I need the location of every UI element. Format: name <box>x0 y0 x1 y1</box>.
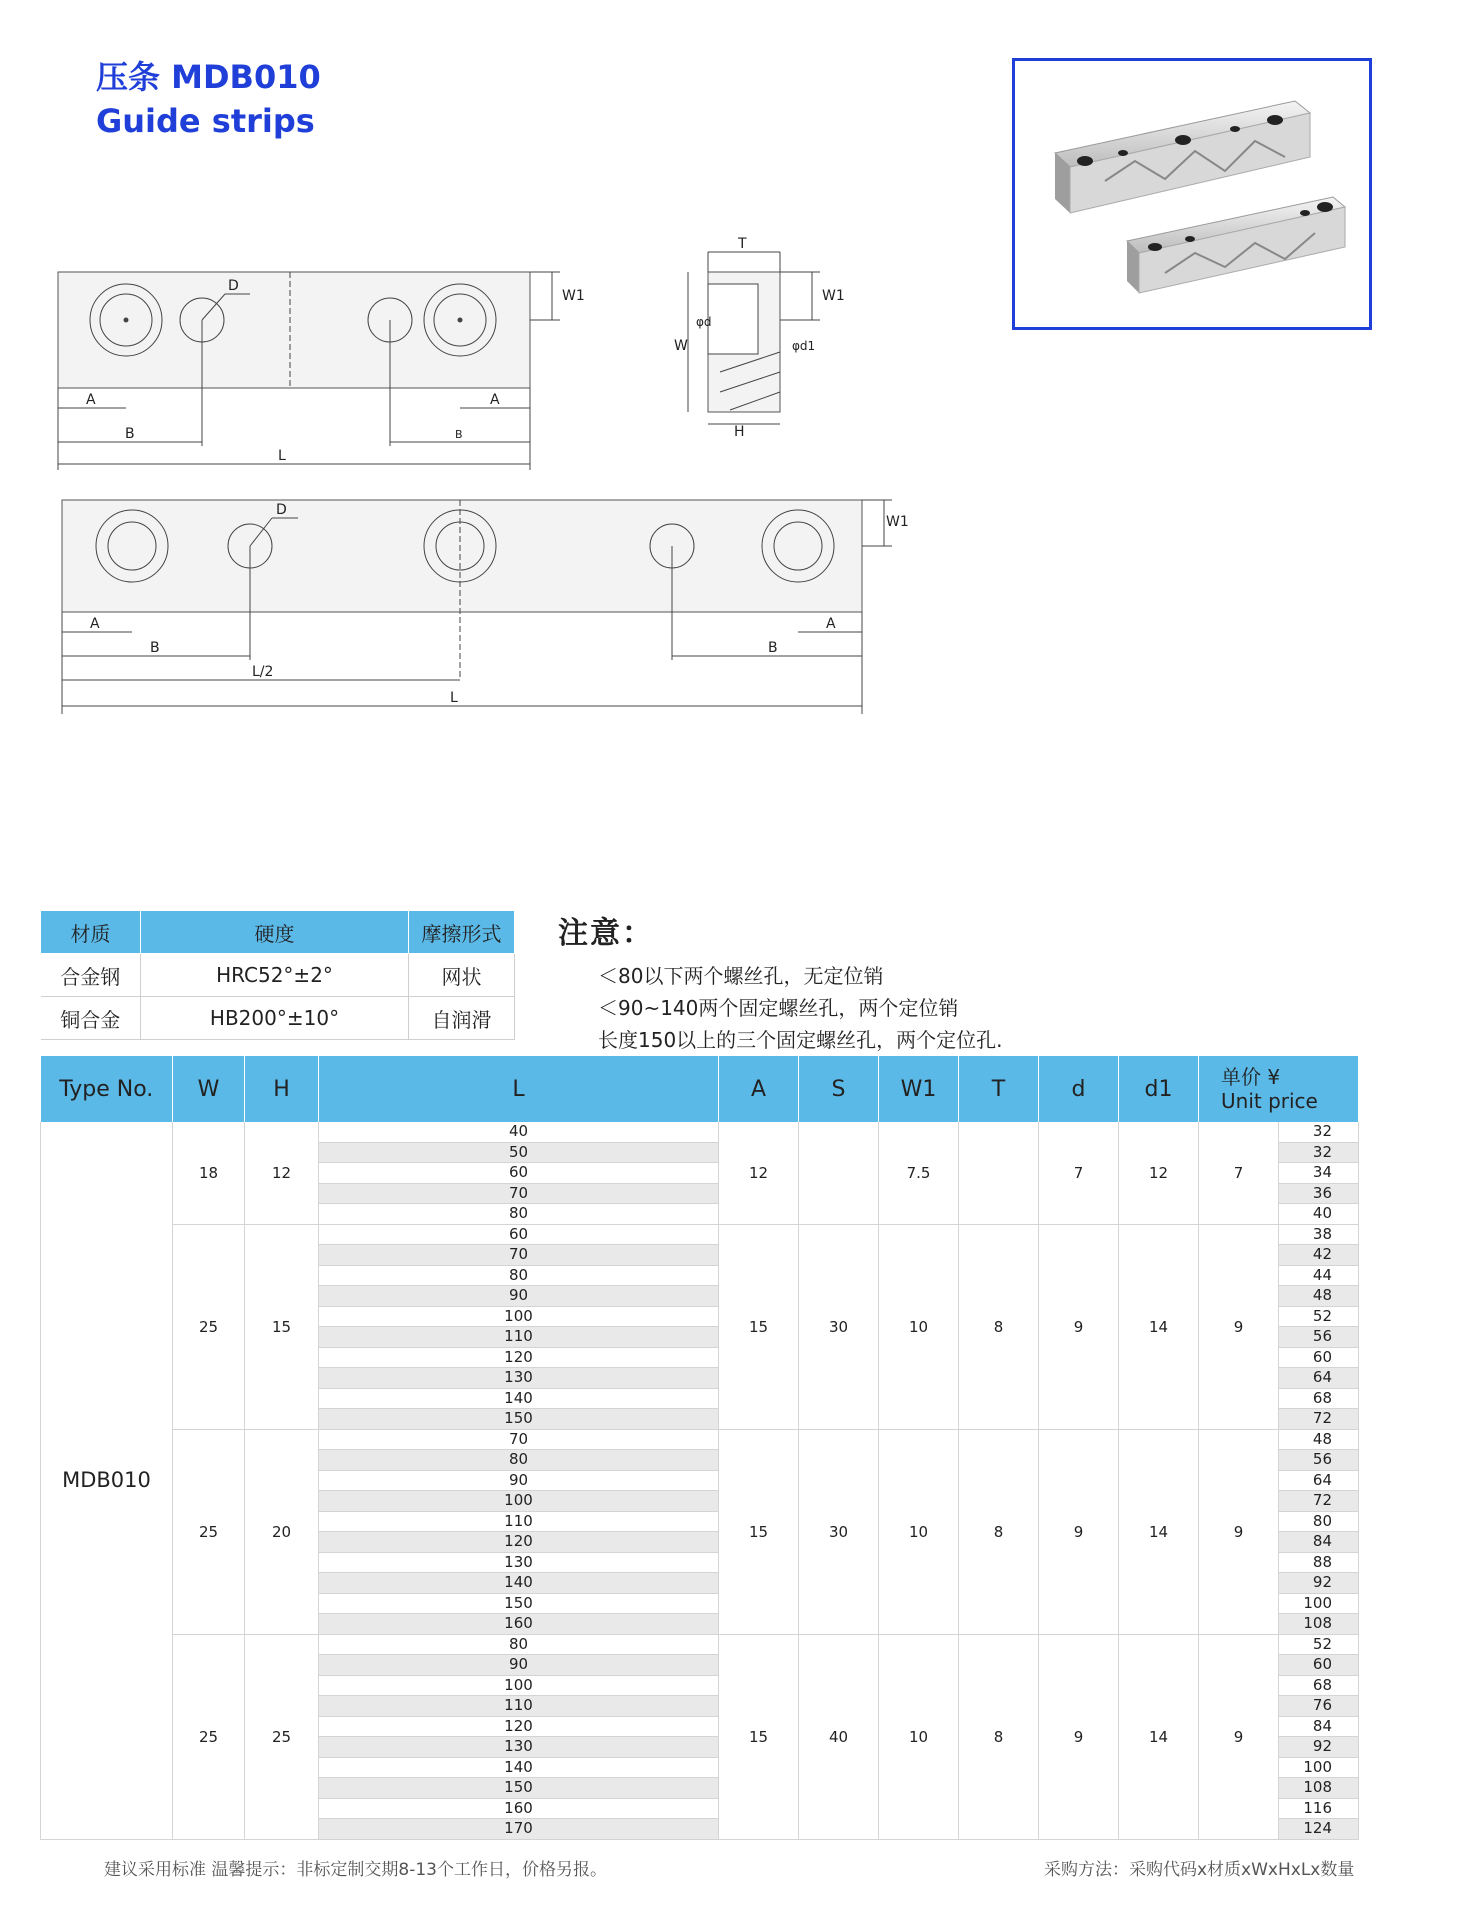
header-h: H <box>245 1056 319 1122</box>
l-cell: 150 <box>319 1778 719 1799</box>
label-a-right: A <box>490 392 500 408</box>
price-cell: 40 <box>1279 1204 1359 1225</box>
header-w: W <box>173 1056 245 1122</box>
materials-cell: HRC52°±2° <box>141 954 409 997</box>
h-cell: 25 <box>245 1634 319 1839</box>
title-chinese: 压条 MDB010 <box>96 58 321 96</box>
price-cell: 44 <box>1279 1265 1359 1286</box>
price-cell: 42 <box>1279 1245 1359 1266</box>
d1-cell: 14 <box>1119 1224 1199 1429</box>
price-cell: 100 <box>1279 1757 1359 1778</box>
l-cell: 110 <box>319 1696 719 1717</box>
w1-cell: 7.5 <box>879 1122 959 1224</box>
header-w1: W1 <box>879 1056 959 1122</box>
w-cell: 25 <box>173 1429 245 1634</box>
d-cell: 9 <box>1039 1224 1119 1429</box>
materials-cell: HB200°±10° <box>141 997 409 1040</box>
s-cell: 40 <box>799 1634 879 1839</box>
l-cell: 70 <box>319 1429 719 1450</box>
l-cell: 60 <box>319 1163 719 1184</box>
extra-cell: 9 <box>1199 1634 1279 1839</box>
price-cell: 88 <box>1279 1552 1359 1573</box>
price-cell: 72 <box>1279 1409 1359 1430</box>
l-cell: 120 <box>319 1532 719 1553</box>
header-d1: d1 <box>1119 1056 1199 1122</box>
t-cell: 8 <box>959 1429 1039 1634</box>
l-cell: 90 <box>319 1470 719 1491</box>
a-cell: 15 <box>719 1634 799 1839</box>
d1-cell: 14 <box>1119 1634 1199 1839</box>
l-cell: 100 <box>319 1306 719 1327</box>
l-cell: 70 <box>319 1245 719 1266</box>
l-cell: 40 <box>319 1122 719 1142</box>
price-cell: 116 <box>1279 1798 1359 1819</box>
price-cell: 100 <box>1279 1593 1359 1614</box>
l-cell: 150 <box>319 1409 719 1430</box>
price-cell: 124 <box>1279 1819 1359 1840</box>
note-line: 长度150以上的三个固定螺丝孔，两个定位孔. <box>598 1028 1003 1052</box>
l-cell: 140 <box>319 1388 719 1409</box>
note-line: ＜90~140两个固定螺丝孔，两个定位销 <box>598 996 959 1020</box>
a-cell: 12 <box>719 1122 799 1224</box>
d-cell: 7 <box>1039 1122 1119 1224</box>
label-a-left: A <box>86 392 96 408</box>
h-cell: 12 <box>245 1122 319 1224</box>
header-l: L <box>319 1056 719 1122</box>
header-a: A <box>719 1056 799 1122</box>
title-english: Guide strips <box>96 102 315 140</box>
price-cell: 56 <box>1279 1450 1359 1471</box>
price-cell: 60 <box>1279 1347 1359 1368</box>
l-cell: 120 <box>319 1716 719 1737</box>
l-cell: 70 <box>319 1183 719 1204</box>
label-d-2: D <box>276 502 287 518</box>
l-cell: 170 <box>319 1819 719 1840</box>
price-cell: 76 <box>1279 1696 1359 1717</box>
table-row <box>41 1429 1359 1450</box>
label-b-2-left: B <box>150 640 160 656</box>
extra-cell: 9 <box>1199 1429 1279 1634</box>
l-cell: 140 <box>319 1573 719 1594</box>
l-cell: 100 <box>319 1491 719 1512</box>
price-cell: 108 <box>1279 1778 1359 1799</box>
w-cell: 25 <box>173 1224 245 1429</box>
a-cell: 15 <box>719 1429 799 1634</box>
d-cell: 9 <box>1039 1634 1119 1839</box>
l-cell: 130 <box>319 1737 719 1758</box>
w-cell: 25 <box>173 1634 245 1839</box>
table-row <box>41 1122 1359 1142</box>
w-cell: 18 <box>173 1122 245 1224</box>
w1-cell: 10 <box>879 1429 959 1634</box>
l-cell: 100 <box>319 1675 719 1696</box>
price-cell: 68 <box>1279 1388 1359 1409</box>
w1-cell: 10 <box>879 1634 959 1839</box>
materials-cell: 铜合金 <box>41 997 141 1040</box>
label-phi-d1: φd1 <box>792 339 816 353</box>
l-cell: 110 <box>319 1511 719 1532</box>
materials-row <box>41 997 515 1040</box>
note-line: ＜80以下两个螺丝孔，无定位销 <box>598 964 884 988</box>
label-w1: W1 <box>562 288 585 304</box>
l-cell: 130 <box>319 1552 719 1573</box>
price-cell: 48 <box>1279 1429 1359 1450</box>
l-cell: 90 <box>319 1655 719 1676</box>
guide-strip-illustration <box>1015 61 1369 327</box>
price-cell: 64 <box>1279 1470 1359 1491</box>
d1-cell: 14 <box>1119 1429 1199 1634</box>
price-cell: 34 <box>1279 1163 1359 1184</box>
materials-table <box>40 910 515 1040</box>
price-cell: 92 <box>1279 1737 1359 1758</box>
price-cell: 68 <box>1279 1675 1359 1696</box>
a-cell: 15 <box>719 1224 799 1429</box>
materials-cell: 合金钢 <box>41 954 141 997</box>
s-cell <box>799 1122 879 1224</box>
d-cell: 9 <box>1039 1429 1119 1634</box>
price-cell: 108 <box>1279 1614 1359 1635</box>
price-cell: 36 <box>1279 1183 1359 1204</box>
l-cell: 80 <box>319 1204 719 1225</box>
footer-note: 建议采用标准 温馨提示：非标定制交期8-13个工作日，价格另报。 <box>104 1860 607 1880</box>
product-photo <box>1012 58 1372 330</box>
extra-cell: 9 <box>1199 1224 1279 1429</box>
price-cell: 80 <box>1279 1511 1359 1532</box>
d1-cell: 12 <box>1119 1122 1199 1224</box>
l-cell: 50 <box>319 1142 719 1163</box>
l-cell: 80 <box>319 1265 719 1286</box>
price-cell: 52 <box>1279 1634 1359 1655</box>
label-l: L <box>278 448 286 464</box>
price-cell: 48 <box>1279 1286 1359 1307</box>
label-w1-2: W1 <box>886 514 909 530</box>
notes <box>558 908 1003 1056</box>
l-cell: 120 <box>319 1347 719 1368</box>
label-b-left: B <box>125 426 135 442</box>
t-cell: 8 <box>959 1634 1039 1839</box>
s-cell: 30 <box>799 1429 879 1634</box>
h-cell: 15 <box>245 1224 319 1429</box>
label-half: L/2 <box>252 664 274 680</box>
t-cell <box>959 1122 1039 1224</box>
header-price-en: Unit price <box>1221 1089 1318 1113</box>
notes-title: 注意： <box>558 916 654 951</box>
price-cell: 60 <box>1279 1655 1359 1676</box>
materials-cell: 自润滑 <box>409 997 515 1040</box>
header-type-no: Type No. <box>41 1056 173 1122</box>
materials-row <box>41 954 515 997</box>
h-cell: 20 <box>245 1429 319 1634</box>
price-cell: 52 <box>1279 1306 1359 1327</box>
l-cell: 130 <box>319 1368 719 1389</box>
price-cell: 56 <box>1279 1327 1359 1348</box>
s-cell: 30 <box>799 1224 879 1429</box>
price-cell: 32 <box>1279 1122 1359 1142</box>
header-d: d <box>1039 1056 1119 1122</box>
l-cell: 140 <box>319 1757 719 1778</box>
label-w: W <box>674 338 688 354</box>
w1-cell: 10 <box>879 1224 959 1429</box>
label-h: H <box>734 424 745 440</box>
l-cell: 110 <box>319 1327 719 1348</box>
label-b-2-right: B <box>768 640 778 656</box>
materials-header-friction: 摩擦形式 <box>409 911 515 954</box>
label-a-2-left: A <box>90 616 100 632</box>
label-l-2: L <box>450 690 458 706</box>
extra-cell: 7 <box>1199 1122 1279 1224</box>
label-w1-section: W1 <box>822 288 845 304</box>
label-a-2-right: A <box>826 616 836 632</box>
price-cell: 92 <box>1279 1573 1359 1594</box>
l-cell: 90 <box>319 1286 719 1307</box>
price-cell: 84 <box>1279 1716 1359 1737</box>
t-cell: 8 <box>959 1224 1039 1429</box>
price-cell: 38 <box>1279 1224 1359 1245</box>
l-cell: 150 <box>319 1593 719 1614</box>
header-t: T <box>959 1056 1039 1122</box>
price-cell: 64 <box>1279 1368 1359 1389</box>
table-row <box>41 1224 1359 1245</box>
label-phi-d: φd <box>696 315 712 329</box>
technical-drawing <box>40 220 920 740</box>
l-cell: 80 <box>319 1634 719 1655</box>
l-cell: 160 <box>319 1798 719 1819</box>
spec-table <box>40 1056 1359 1840</box>
label-t: T <box>738 236 747 252</box>
label-d: D <box>228 278 239 294</box>
price-cell: 72 <box>1279 1491 1359 1512</box>
label-b-right: B <box>455 428 463 441</box>
materials-header-hardness: 硬度 <box>141 911 409 954</box>
price-cell: 84 <box>1279 1532 1359 1553</box>
footer-order-method: 采购方法：采购代码x材质xWxHxLx数量 <box>1044 1860 1355 1880</box>
l-cell: 160 <box>319 1614 719 1635</box>
materials-header-material: 材质 <box>41 911 141 954</box>
header-unit-price <box>1199 1056 1359 1122</box>
materials-cell: 网状 <box>409 954 515 997</box>
table-row <box>41 1634 1359 1655</box>
price-cell: 32 <box>1279 1142 1359 1163</box>
l-cell: 80 <box>319 1450 719 1471</box>
type-no-cell: MDB010 <box>41 1122 173 1839</box>
l-cell: 60 <box>319 1224 719 1245</box>
header-s: S <box>799 1056 879 1122</box>
header-price-zh: 单价 ¥ <box>1221 1065 1281 1089</box>
